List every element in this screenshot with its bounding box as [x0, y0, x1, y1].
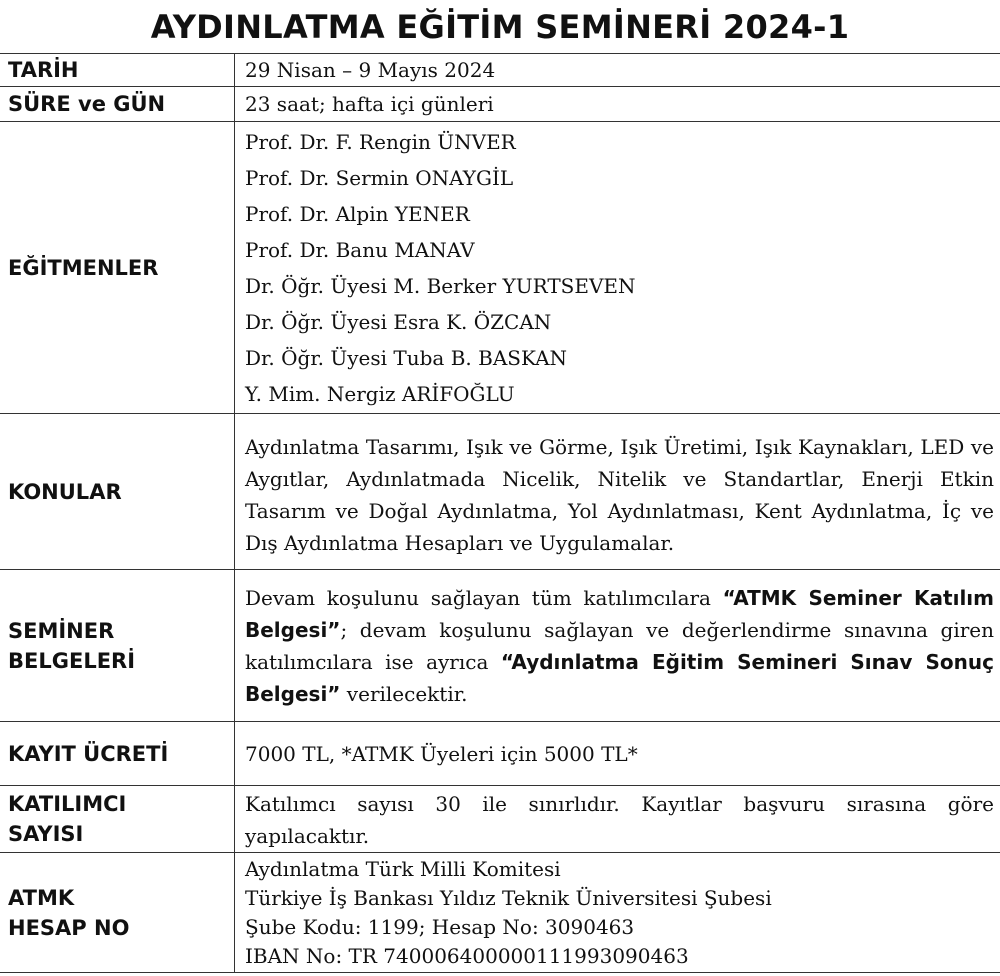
- tarih-text: 29 Nisan – 9 Mayıs 2024: [245, 58, 496, 82]
- seminar-info-table: [0, 53, 1000, 973]
- hesap-line: Türkiye İş Bankası Yıldız Teknik Üniversitesi Şubesi: [245, 885, 772, 910]
- label-konular: KONULAR: [0, 414, 235, 570]
- value-ucret: [235, 722, 1000, 786]
- row-ucret: [0, 722, 1000, 786]
- instructor-item: Prof. Dr. Banu MANAV: [245, 237, 475, 262]
- value-katilimci: [235, 786, 1000, 853]
- row-egitmenler: [0, 122, 1000, 414]
- hesap-label-line: ATMK: [8, 885, 75, 910]
- label-hesap: [0, 853, 235, 973]
- instructor-item: Dr. Öğr. Üyesi Esra K. ÖZCAN: [245, 309, 552, 334]
- hesap-line: Aydınlatma Türk Milli Komitesi: [245, 856, 561, 881]
- belgeler-label-line: BELGELERİ: [8, 648, 136, 673]
- belgeler-text-part: ; devam koşulunu sağlayan ve değerlendirme sınavına giren katılımcılara ise ayrıca: [245, 618, 994, 674]
- row-hesap: [0, 853, 1000, 973]
- value-tarih: [235, 54, 1000, 87]
- label-katilimci: [0, 786, 235, 853]
- label-ucret: KAYIT ÜCRETİ: [0, 722, 235, 786]
- katilimci-label-line: SAYISI: [8, 822, 84, 846]
- belgeler-text-part: Devam koşulunu sağlayan tüm katılımcılara: [245, 586, 723, 610]
- belgeler-text: [245, 581, 994, 710]
- hesap-line: Şube Kodu: 1199; Hesap No: 3090463: [245, 914, 635, 939]
- instructor-item: Dr. Öğr. Üyesi M. Berker YURTSEVEN: [245, 273, 636, 298]
- value-sure: [235, 87, 1000, 122]
- value-belgeler: [235, 570, 1000, 722]
- row-konular: [0, 414, 1000, 570]
- row-katilimci: [0, 786, 1000, 853]
- label-sure: SÜRE ve GÜN: [0, 87, 235, 122]
- katilimci-text: Katılımcı sayısı 30 ile sınırlıdır. Kayıtlar başvuru sırasına göre yapılacaktır.: [245, 792, 994, 848]
- konular-text: Aydınlatma Tasarımı, Işık ve Görme, Işık Üretimi, Işık Kaynakları, LED ve Aygıtlar, Aydınlatmada Nicelik, Nitelik ve Standartlar, Enerji Etkin Tasarım ve Doğal Aydınlatma, Yol Aydınlatması, Kent Aydınlatma, İç ve Dış Aydınlatma Hesapları ve Uygulamalar.: [245, 434, 994, 555]
- value-konular: [235, 414, 1000, 570]
- katilimci-label-line: KATILIMCI: [8, 792, 127, 816]
- instructor-item: Dr. Öğr. Üyesi Tuba B. BASKAN: [245, 345, 568, 370]
- value-hesap: [235, 853, 1000, 973]
- belgeler-label-line: SEMİNER: [8, 618, 115, 643]
- label-belgeler: [0, 570, 235, 722]
- label-egitmenler: EĞİTMENLER: [0, 122, 235, 414]
- document-title: AYDINLATMA EĞİTİM SEMİNERİ 2024-1: [150, 8, 850, 46]
- instructor-item: Y. Mim. Nergiz ARİFOĞLU: [245, 381, 515, 406]
- row-sure: [0, 87, 1000, 122]
- instructor-item: Prof. Dr. Sermin ONAYGİL: [245, 165, 514, 190]
- ucret-text: 7000 TL, *ATMK Üyeleri için 5000 TL*: [245, 741, 638, 766]
- hesap-label-line: HESAP NO: [8, 915, 130, 940]
- belgeler-bold-part: “ATMK Seminer Katılım Belgesi”: [245, 586, 994, 642]
- instructor-item: Prof. Dr. F. Rengin ÜNVER: [245, 129, 516, 154]
- label-tarih: TARİH: [0, 54, 235, 87]
- sure-text: 23 saat; hafta içi günleri: [245, 92, 494, 116]
- row-belgeler: [0, 570, 1000, 722]
- row-tarih: [0, 54, 1000, 87]
- belgeler-bold-part: “Aydınlatma Eğitim Semineri Sınav Sonuç Belgesi”: [245, 650, 994, 706]
- hesap-line: IBAN No: TR 740006400000111993090463: [245, 943, 689, 968]
- value-egitmenler: [235, 122, 1000, 414]
- instructor-item: Prof. Dr. Alpin YENER: [245, 201, 470, 226]
- belgeler-text-part: verilecektir.: [340, 682, 468, 706]
